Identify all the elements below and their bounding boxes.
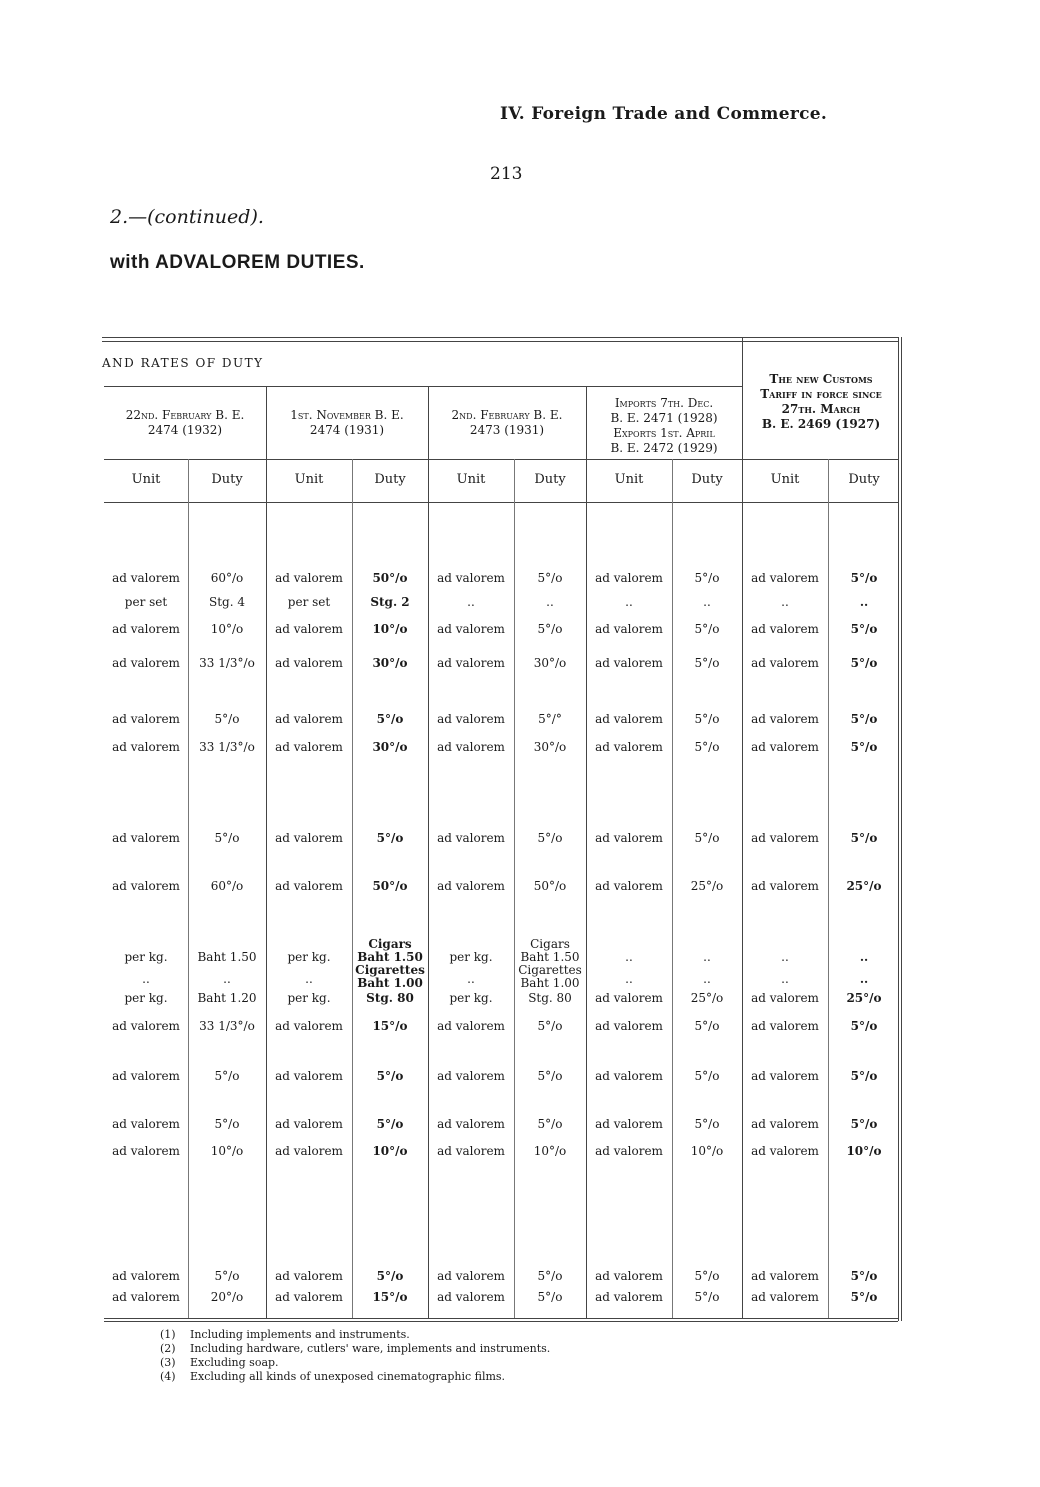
unit-cell: per kg. [449, 950, 493, 964]
duty-cell: 5°/o [376, 831, 404, 845]
unit-cell: per kg. [287, 950, 331, 964]
duty-cell: 5°/o [537, 1069, 563, 1083]
duty-cell: 5°/o [376, 712, 404, 726]
unit-cell: ad valorem [275, 1019, 343, 1033]
period-header [428, 408, 586, 438]
duty-cell: 5°/o [850, 1019, 878, 1033]
cell-line: Baht 1.00 [520, 976, 580, 990]
duty-cell: 10°/o [533, 1144, 567, 1158]
duty-cell: 5°/o [850, 740, 878, 754]
unit-cell: ad valorem [595, 879, 663, 893]
page-number: 213 [490, 164, 523, 184]
unit-cell: ad valorem [275, 571, 343, 585]
duty-cell: 5°/o [694, 712, 720, 726]
unit-cell: ad valorem [275, 1269, 343, 1283]
period-line: Exports 1st. April [613, 426, 715, 440]
unit-cell: per kg. [449, 991, 493, 1005]
unit-cell: ad valorem [437, 712, 505, 726]
period-line: B. E. 2469 (1927) [761, 417, 881, 431]
period-line: Tariff in force since [760, 387, 882, 401]
unit-cell: .. [781, 950, 789, 964]
duty-cell: 5°/o [376, 1269, 404, 1283]
period-line: 27th. March [781, 402, 861, 416]
unit-cell: .. [467, 972, 475, 986]
unit-cell: ad valorem [112, 1117, 180, 1131]
unit-cell: ad valorem [751, 1290, 819, 1304]
unit-cell: per set [287, 595, 331, 609]
unit-cell: ad valorem [275, 656, 343, 670]
duty-cell: 5°/o [214, 1117, 240, 1131]
unit-cell: ad valorem [437, 831, 505, 845]
duty-cell: 30°/o [533, 740, 567, 754]
duty-cell: 10°/o [372, 1144, 408, 1158]
unit-cell: ad valorem [437, 1269, 505, 1283]
cell-line: Baht 1.00 [357, 976, 423, 990]
unit-cell: .. [467, 595, 475, 609]
rule-horizontal [102, 341, 898, 342]
unit-cell: ad valorem [595, 622, 663, 636]
section-label: 2.—(continued). [110, 206, 264, 228]
duty-cell: 25°/o [690, 879, 724, 893]
footnote-text: Including implements and instruments. [190, 1328, 410, 1341]
duty-cell: Baht 1.20 [197, 991, 257, 1005]
rule-horizontal [104, 459, 898, 460]
duty-cell: .. [859, 972, 869, 986]
duty-cell: 5°/o [850, 1117, 878, 1131]
duty-cell: 5°/o [214, 831, 240, 845]
cell-line: Cigarettes [518, 963, 582, 977]
duty-cell: 15°/o [372, 1290, 408, 1304]
duty-cell: 5°/o [694, 656, 720, 670]
unit-cell: ad valorem [751, 1069, 819, 1083]
duty-header: Duty [848, 472, 880, 487]
unit-cell: ad valorem [595, 1019, 663, 1033]
duty-cell: 50°/o [533, 879, 567, 893]
duty-cell: 30°/o [372, 740, 408, 754]
duty-cell: 33 1/3°/o [199, 656, 255, 670]
duty-cell: .. [859, 595, 869, 609]
period-header [742, 372, 900, 432]
period-header [266, 408, 428, 438]
duty-cell [352, 938, 428, 990]
duty-cell: 60°/o [210, 571, 244, 585]
unit-cell: ad valorem [112, 740, 180, 754]
running-header: IV. Foreign Trade and Commerce. [500, 104, 828, 124]
unit-cell: ad valorem [275, 1117, 343, 1131]
unit-cell: per kg. [124, 950, 168, 964]
duty-cell: 5°/o [376, 1069, 404, 1083]
cell-line: Cigarettes [355, 963, 425, 977]
period-header [586, 396, 742, 456]
unit-cell: per kg. [124, 991, 168, 1005]
unit-header: Unit [614, 472, 644, 487]
unit-cell: .. [142, 972, 150, 986]
duty-cell: 5°/o [537, 622, 563, 636]
duty-cell: 5°/o [694, 740, 720, 754]
unit-cell: .. [625, 972, 633, 986]
period-line: 2473 (1931) [469, 423, 545, 437]
unit-cell: ad valorem [275, 1290, 343, 1304]
duty-header: Duty [211, 472, 243, 487]
unit-cell: ad valorem [595, 571, 663, 585]
footnote-text: Excluding all kinds of unexposed cinematographic films. [190, 1370, 506, 1383]
unit-cell: .. [781, 595, 789, 609]
footnote-number: (3) [160, 1356, 176, 1369]
rule-horizontal [104, 1321, 898, 1322]
duty-cell: 5°/o [850, 622, 878, 636]
unit-cell: ad valorem [275, 622, 343, 636]
duty-cell: 33 1/3°/o [199, 740, 255, 754]
duty-cell: .. [703, 595, 711, 609]
duty-cell: 5°/o [694, 1269, 720, 1283]
duty-cell: Baht 1.50 [197, 950, 257, 964]
duty-cell: 50°/o [372, 571, 408, 585]
unit-cell: ad valorem [275, 831, 343, 845]
unit-cell: ad valorem [595, 656, 663, 670]
duty-cell: 5°/o [694, 1069, 720, 1083]
unit-cell: ad valorem [595, 1117, 663, 1131]
duty-cell: 10°/o [690, 1144, 724, 1158]
duty-cell: 5°/o [850, 1290, 878, 1304]
duty-cell: 20°/o [210, 1290, 244, 1304]
unit-header: Unit [131, 472, 161, 487]
duty-cell: 5°/o [850, 571, 878, 585]
unit-cell: ad valorem [595, 991, 663, 1005]
unit-cell: ad valorem [275, 712, 343, 726]
unit-cell: ad valorem [275, 1069, 343, 1083]
duty-cell: Stg. 80 [366, 991, 414, 1005]
footnote-item [160, 1328, 410, 1341]
rule-horizontal [104, 386, 742, 387]
cell-line: Baht 1.50 [520, 950, 580, 964]
period-line: 2474 (1931) [309, 423, 385, 437]
duty-cell: Stg. 4 [209, 595, 245, 609]
unit-cell: ad valorem [751, 1117, 819, 1131]
period-line: 22nd. February B. E. [125, 408, 245, 422]
unit-cell: ad valorem [595, 1069, 663, 1083]
duty-cell: 50°/o [372, 879, 408, 893]
rule-vertical [901, 337, 902, 1321]
unit-cell: ad valorem [595, 1144, 663, 1158]
unit-cell: ad valorem [751, 879, 819, 893]
duty-cell: 5°/o [537, 1290, 563, 1304]
unit-cell: ad valorem [751, 1019, 819, 1033]
unit-cell: ad valorem [437, 1117, 505, 1131]
unit-cell: ad valorem [595, 1269, 663, 1283]
unit-cell: ad valorem [437, 622, 505, 636]
table-caption: AND RATES OF DUTY [102, 356, 264, 370]
duty-cell: 60°/o [210, 879, 244, 893]
duty-cell: 5°/o [850, 712, 878, 726]
unit-cell: ad valorem [112, 1290, 180, 1304]
unit-cell: ad valorem [275, 1144, 343, 1158]
duty-cell: 5°/o [850, 1269, 878, 1283]
duty-header: Duty [534, 472, 566, 487]
section-title: with ADVALOREM DUTIES. [110, 252, 365, 273]
unit-cell: ad valorem [437, 1069, 505, 1083]
rule-horizontal [104, 502, 898, 503]
duty-cell: 30°/o [372, 656, 408, 670]
unit-cell: ad valorem [437, 1019, 505, 1033]
duty-cell: Stg. 80 [528, 991, 572, 1005]
period-line: The new Customs [769, 372, 873, 386]
footnote-text: Excluding soap. [190, 1356, 279, 1369]
duty-cell: 25°/o [690, 991, 724, 1005]
duty-cell: 5°/o [850, 831, 878, 845]
period-line: B. E. 2472 (1929) [610, 441, 718, 455]
unit-cell: ad valorem [595, 831, 663, 845]
unit-cell: ad valorem [112, 1144, 180, 1158]
footnote-number: (2) [160, 1342, 176, 1355]
unit-cell: ad valorem [112, 712, 180, 726]
rule-horizontal [102, 337, 898, 338]
duty-cell: 25°/o [846, 879, 882, 893]
period-line: 2nd. February B. E. [451, 408, 563, 422]
duty-cell: 5°/o [694, 571, 720, 585]
duty-cell: .. [546, 595, 554, 609]
duty-cell: 5°/° [538, 712, 562, 726]
unit-cell: ad valorem [112, 1069, 180, 1083]
footnote-item [160, 1342, 550, 1355]
duty-cell: 5°/o [850, 1069, 878, 1083]
duty-cell: Stg. 2 [370, 595, 410, 609]
duty-cell [514, 938, 586, 990]
unit-cell: ad valorem [437, 740, 505, 754]
duty-cell: 5°/o [850, 656, 878, 670]
unit-cell: ad valorem [751, 712, 819, 726]
duty-header: Duty [374, 472, 406, 487]
unit-cell: ad valorem [751, 1269, 819, 1283]
unit-cell: ad valorem [751, 831, 819, 845]
unit-cell: ad valorem [112, 571, 180, 585]
duty-cell: .. [859, 950, 869, 964]
duty-cell: 33 1/3°/o [199, 1019, 255, 1033]
duty-header: Duty [691, 472, 723, 487]
duty-cell: 5°/o [694, 831, 720, 845]
cell-line: Baht 1.50 [357, 950, 423, 964]
unit-cell: ad valorem [112, 656, 180, 670]
duty-cell: 5°/o [694, 1019, 720, 1033]
duty-cell: 10°/o [846, 1144, 882, 1158]
unit-cell: ad valorem [437, 1144, 505, 1158]
unit-cell: ad valorem [751, 571, 819, 585]
unit-header: Unit [770, 472, 800, 487]
duty-cell: 5°/o [537, 831, 563, 845]
duty-cell: 10°/o [210, 622, 244, 636]
rule-horizontal [104, 1318, 898, 1319]
duty-cell: 5°/o [537, 571, 563, 585]
duty-cell: 5°/o [537, 1019, 563, 1033]
unit-cell: ad valorem [437, 879, 505, 893]
unit-cell: ad valorem [112, 879, 180, 893]
unit-cell: .. [305, 972, 313, 986]
unit-cell: ad valorem [595, 1290, 663, 1304]
duty-cell: 10°/o [210, 1144, 244, 1158]
duty-cell: 5°/o [694, 1117, 720, 1131]
unit-cell: per set [124, 595, 168, 609]
duty-cell: 5°/o [694, 1290, 720, 1304]
unit-cell: per kg. [287, 991, 331, 1005]
unit-cell: ad valorem [751, 622, 819, 636]
unit-cell: ad valorem [275, 740, 343, 754]
duty-cell: 5°/o [537, 1269, 563, 1283]
unit-header: Unit [294, 472, 324, 487]
period-line: Imports 7th. Dec. [614, 396, 714, 410]
unit-cell: ad valorem [112, 1269, 180, 1283]
footnote-item [160, 1370, 505, 1383]
period-header [104, 408, 266, 438]
unit-cell: ad valorem [437, 1290, 505, 1304]
unit-cell: ad valorem [112, 622, 180, 636]
duty-cell: 5°/o [537, 1117, 563, 1131]
footnote-number: (4) [160, 1370, 176, 1383]
duty-cell: .. [703, 950, 711, 964]
period-line: B. E. 2471 (1928) [610, 411, 718, 425]
unit-cell: ad valorem [112, 1019, 180, 1033]
duty-cell: 5°/o [376, 1117, 404, 1131]
unit-cell: ad valorem [437, 656, 505, 670]
rule-vertical [266, 386, 267, 1318]
duty-cell: 5°/o [694, 622, 720, 636]
unit-cell: .. [625, 950, 633, 964]
cell-line: Cigars [530, 937, 570, 951]
unit-cell: ad valorem [595, 740, 663, 754]
rule-vertical [428, 386, 429, 1318]
unit-cell: ad valorem [751, 1144, 819, 1158]
duty-cell: 25°/o [846, 991, 882, 1005]
unit-cell: ad valorem [112, 831, 180, 845]
unit-cell: ad valorem [437, 571, 505, 585]
unit-cell: .. [625, 595, 633, 609]
duty-cell: 10°/o [372, 622, 408, 636]
unit-header: Unit [456, 472, 486, 487]
footnote-number: (1) [160, 1328, 176, 1341]
duty-cell: 5°/o [214, 1269, 240, 1283]
unit-cell: ad valorem [751, 991, 819, 1005]
footnote-item [160, 1356, 279, 1369]
unit-cell: ad valorem [275, 879, 343, 893]
cell-line: Cigars [368, 937, 412, 951]
duty-cell: 30°/o [533, 656, 567, 670]
period-line: 2474 (1932) [147, 423, 223, 437]
unit-cell: ad valorem [595, 712, 663, 726]
unit-cell: .. [781, 972, 789, 986]
rule-vertical [586, 386, 587, 1318]
unit-cell: ad valorem [751, 656, 819, 670]
duty-cell: 15°/o [372, 1019, 408, 1033]
unit-cell: ad valorem [751, 740, 819, 754]
duty-cell: 5°/o [214, 1069, 240, 1083]
footnote-text: Including hardware, cutlers' ware, implements and instruments. [190, 1342, 551, 1355]
period-line: 1st. November B. E. [290, 408, 404, 422]
duty-cell: .. [223, 972, 231, 986]
duty-cell: .. [703, 972, 711, 986]
duty-cell: 5°/o [214, 712, 240, 726]
